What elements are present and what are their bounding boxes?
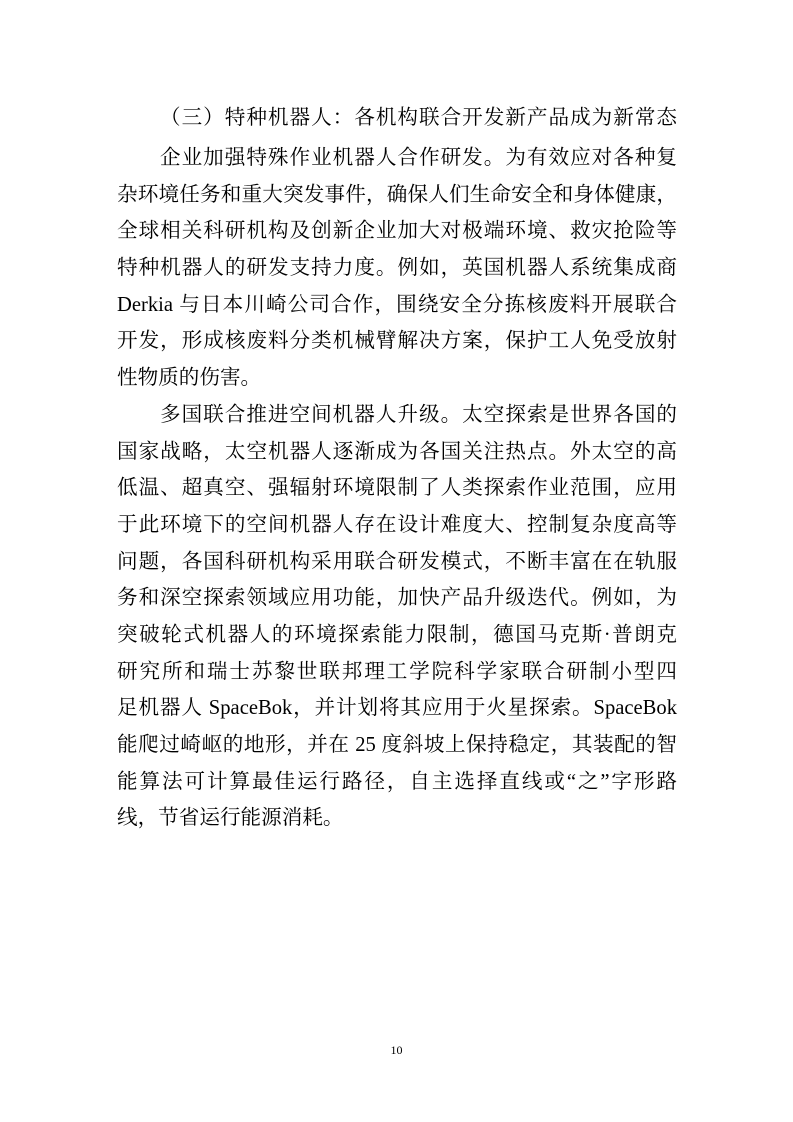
text-line: 能爬过崎岖的地形，并在 25 度斜坡上保持稳定，其装配的智 bbox=[117, 734, 677, 756]
section-heading-text: （三）特种机器人：各机构联合开发新产品成为新常态 bbox=[160, 107, 677, 129]
text-line: 低温、超真空、强辐射环境限制了人类探索作业范围，应用 bbox=[117, 477, 677, 500]
text-line: 特种机器人的研发支持力度。例如，英国机器人系统集成商 bbox=[117, 257, 677, 280]
paragraph-2 bbox=[117, 397, 677, 837]
text-line: 国家战略，太空机器人逐渐成为各国关注热点。外太空的高 bbox=[117, 440, 677, 463]
text-line: 问题，各国科研机构采用联合研发模式，不断丰富在在轨服 bbox=[117, 550, 677, 573]
paragraph-1 bbox=[117, 140, 677, 397]
body-text bbox=[117, 140, 677, 837]
section-heading bbox=[117, 100, 677, 137]
text-line: 线，节省运行能源消耗。 bbox=[117, 807, 344, 830]
text-line: 研究所和瑞士苏黎世联邦理工学院科学家联合研制小型四 bbox=[117, 660, 677, 683]
page-number: 10 bbox=[390, 1043, 403, 1057]
text-line: 于此环境下的空间机器人存在设计难度大、控制复杂度高等 bbox=[117, 513, 677, 536]
text-line: 足机器人 SpaceBok，并计划将其应用于火星探索。SpaceBok bbox=[117, 697, 677, 720]
text-line: 性物质的伤害。 bbox=[117, 367, 262, 390]
text-line: 企业加强特殊作业机器人合作研发。为有效应对各种复 bbox=[160, 147, 677, 169]
text-line: 多国联合推进空间机器人升级。太空探索是世界各国的 bbox=[160, 403, 677, 426]
text-line: 能算法可计算最佳运行路径，自主选择直线或“之”字形路 bbox=[117, 770, 677, 793]
text-line: 务和深空探索领域应用功能，加快产品升级迭代。例如，为 bbox=[117, 587, 677, 610]
text-line: 开发，形成核废料分类机械臂解决方案，保护工人免受放射 bbox=[117, 330, 677, 353]
text-line: 突破轮式机器人的环境探索能力限制，德国马克斯·普朗克 bbox=[117, 623, 677, 646]
text-line: 全球相关科研机构及创新企业加大对极端环境、救灾抢险等 bbox=[117, 220, 677, 243]
text-line: Derkia 与日本川崎公司合作，围绕安全分拣核废料开展联合 bbox=[117, 293, 677, 316]
text-line: 杂环境任务和重大突发事件，确保人们生命安全和身体健康， bbox=[117, 183, 677, 206]
